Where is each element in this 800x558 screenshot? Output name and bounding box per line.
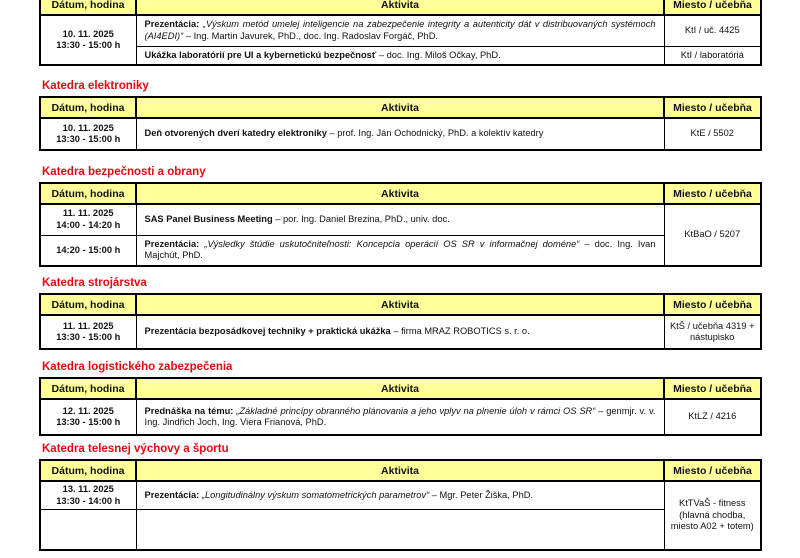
- column-header-activity: Aktivita: [136, 97, 664, 118]
- activity-cell: [136, 510, 664, 550]
- place-cell: KtBaO / 5207: [664, 204, 761, 266]
- section-heading-elektroniky: Katedra elektroniky: [42, 80, 149, 92]
- activity-presenters: – por. Ing. Daniel Brezina, PhD., univ. doc.: [272, 214, 450, 224]
- activity-quote: „Výskum metód umelej inteligencie na zabezpečenie integrity a autenticity dát v distribuovaných systémoch (AI4EDI)“: [144, 19, 656, 41]
- table-row: [40, 46, 761, 65]
- table-header-row: [40, 294, 761, 315]
- event-time: 13:30 - 15:00 h: [56, 417, 121, 427]
- column-header-place: Miesto / učebňa: [664, 183, 761, 204]
- activity-quote: „Výsledky štúdie uskutočniteľnosti: Koncepcia operácií OS SR v informačnej doméne“: [204, 238, 580, 249]
- activity-presenters: – doc. Ing. Ivan Majchút, PhD.: [144, 238, 656, 261]
- column-header-activity: Aktivita: [136, 460, 664, 481]
- column-header-date: Dátum, hodina: [40, 183, 136, 204]
- table-header-row: [40, 460, 761, 481]
- date-cell: [40, 15, 136, 65]
- date-cell: [40, 118, 136, 150]
- section-heading-logistiky: Katedra logistického zabezpečenia: [42, 361, 233, 373]
- event-time: 13:30 - 15:00 h: [56, 332, 121, 342]
- column-header-place: Miesto / učebňa: [664, 378, 761, 399]
- schedule-table-informatics: [39, 0, 762, 66]
- activity-presenters: – genmjr. v. v. Ing. Jindřich Joch, Ing. Viera Frianová, PhD.: [144, 405, 656, 427]
- column-header-place: Miesto / učebňa: [664, 0, 761, 15]
- column-header-date: Dátum, hodina: [40, 460, 136, 481]
- activity-title: Prezentácia:: [144, 489, 202, 500]
- activity-cell: [136, 46, 664, 65]
- column-header-date: Dátum, hodina: [40, 294, 136, 315]
- schedule-table-logistiky: [39, 377, 762, 436]
- table-header-row: [40, 378, 761, 399]
- activity-title: Prezentácia:: [144, 238, 205, 249]
- place-cell: KtLZ / 4216: [664, 399, 761, 435]
- activity-cell: [136, 15, 664, 46]
- activity-presenters: – firma MRAZ ROBOTICS s. r. o.: [390, 326, 530, 337]
- activity-cell: [136, 204, 664, 235]
- table-header-row: [40, 183, 761, 204]
- activity-cell: [136, 118, 664, 150]
- section-heading-bezpecnosti: Katedra bezpečnosti a obrany: [42, 166, 206, 178]
- activity-quote: „Základné princípy obranného plánovania a jeho vplyv na plnenie úloh v rámci OS SR“: [236, 405, 596, 416]
- schedule-table-bezpecnosti: [39, 182, 762, 267]
- table-row: [40, 15, 761, 46]
- event-date: 13. 11. 2025: [62, 484, 114, 494]
- activity-presenters: – doc. Ing. Miloš Očkay, PhD.: [376, 49, 501, 60]
- column-header-date: Dátum, hodina: [40, 97, 136, 118]
- date-cell: [40, 481, 136, 510]
- section-heading-strojarstva: Katedra strojárstva: [42, 277, 147, 289]
- column-header-date: Dátum, hodina: [40, 378, 136, 399]
- event-date: 10. 11. 2025: [62, 28, 114, 39]
- date-cell: [40, 315, 136, 349]
- activity-cell: [136, 399, 664, 435]
- event-date: 10. 11. 2025: [62, 122, 114, 133]
- place-cell: KtE / 5502: [664, 118, 761, 150]
- place-cell: KtI / laboratóriá: [664, 46, 761, 65]
- schedule-table-telesnej-vychovy: [39, 459, 762, 551]
- activity-title: Prezentácia bezposádkovej techniky + praktická ukážka: [144, 326, 391, 337]
- column-header-activity: Aktivita: [136, 0, 664, 15]
- table-row: [40, 399, 761, 435]
- event-time: 13:30 - 14:00 h: [56, 495, 121, 506]
- column-header-place: Miesto / učebňa: [664, 97, 761, 118]
- column-header-activity: Aktivita: [136, 183, 664, 204]
- activity-presenters: – Mgr. Peter Žiška, PhD.: [429, 489, 534, 500]
- event-time: 13:30 - 15:00 h: [56, 40, 121, 50]
- section-heading-telesnej-vychovy: Katedra telesnej výchovy a športu: [42, 443, 229, 455]
- activity-title: Deň otvorených dverí katedry elektroniky: [144, 128, 327, 139]
- place-cell: KtŠ / učebňa 4319 + nástupisko: [664, 315, 761, 349]
- column-header-activity: Aktivita: [136, 378, 664, 399]
- activity-cell: [136, 315, 664, 349]
- column-header-date: Dátum, hodina: [40, 0, 136, 15]
- event-time: 14:00 - 14:20 h: [56, 219, 121, 230]
- table-header-row: [40, 97, 761, 118]
- table-row: [40, 204, 761, 235]
- activity-cell: [136, 235, 664, 266]
- table-row: [40, 235, 761, 266]
- table-row: [40, 315, 761, 349]
- event-time: 14:20 - 15:00 h: [56, 244, 121, 255]
- activity-quote: „Longitudinálny výskum somatometrických parametrov“: [201, 489, 430, 500]
- activity-title: SAS Panel Business Meeting: [144, 214, 273, 224]
- activity-title: Prezentácia:: [144, 19, 203, 30]
- column-header-place: Miesto / učebňa: [664, 460, 761, 481]
- column-header-place: Miesto / učebňa: [664, 294, 761, 315]
- activity-presenters: – Ing. Martin Javurek, PhD., doc. Ing. Radoslav Forgáč, PhD.: [183, 30, 438, 41]
- date-cell: [40, 510, 136, 550]
- table-row: [40, 510, 761, 550]
- date-cell: [40, 399, 136, 435]
- activity-title: Prednáška na tému:: [144, 405, 237, 416]
- activity-cell: [136, 481, 664, 510]
- schedule-table-elektroniky: [39, 96, 762, 151]
- column-header-activity: Aktivita: [136, 294, 664, 315]
- date-cell: [40, 235, 136, 266]
- event-date: 11. 11. 2025: [62, 320, 114, 331]
- place-cell: KtI / uč. 4425: [664, 15, 761, 46]
- event-time: 13:30 - 15:00 h: [56, 134, 121, 144]
- table-row: [40, 481, 761, 510]
- place-cell: KtTVaŠ - fitness (hlavná chodba, miesto A02 + totem): [664, 481, 761, 550]
- event-date: 12. 11. 2025: [62, 405, 114, 416]
- table-header-row: [40, 0, 761, 15]
- activity-title: Ukážka laboratórií pre UI a kybernetickú bezpečnosť: [144, 49, 377, 60]
- activity-presenters: – prof. Ing. Ján Ochodnický, PhD. a kolektív katedry: [326, 128, 544, 139]
- schedule-table-strojarstva: [39, 293, 762, 350]
- event-date: 11. 11. 2025: [62, 208, 114, 219]
- date-cell: [40, 204, 136, 235]
- table-row: [40, 118, 761, 150]
